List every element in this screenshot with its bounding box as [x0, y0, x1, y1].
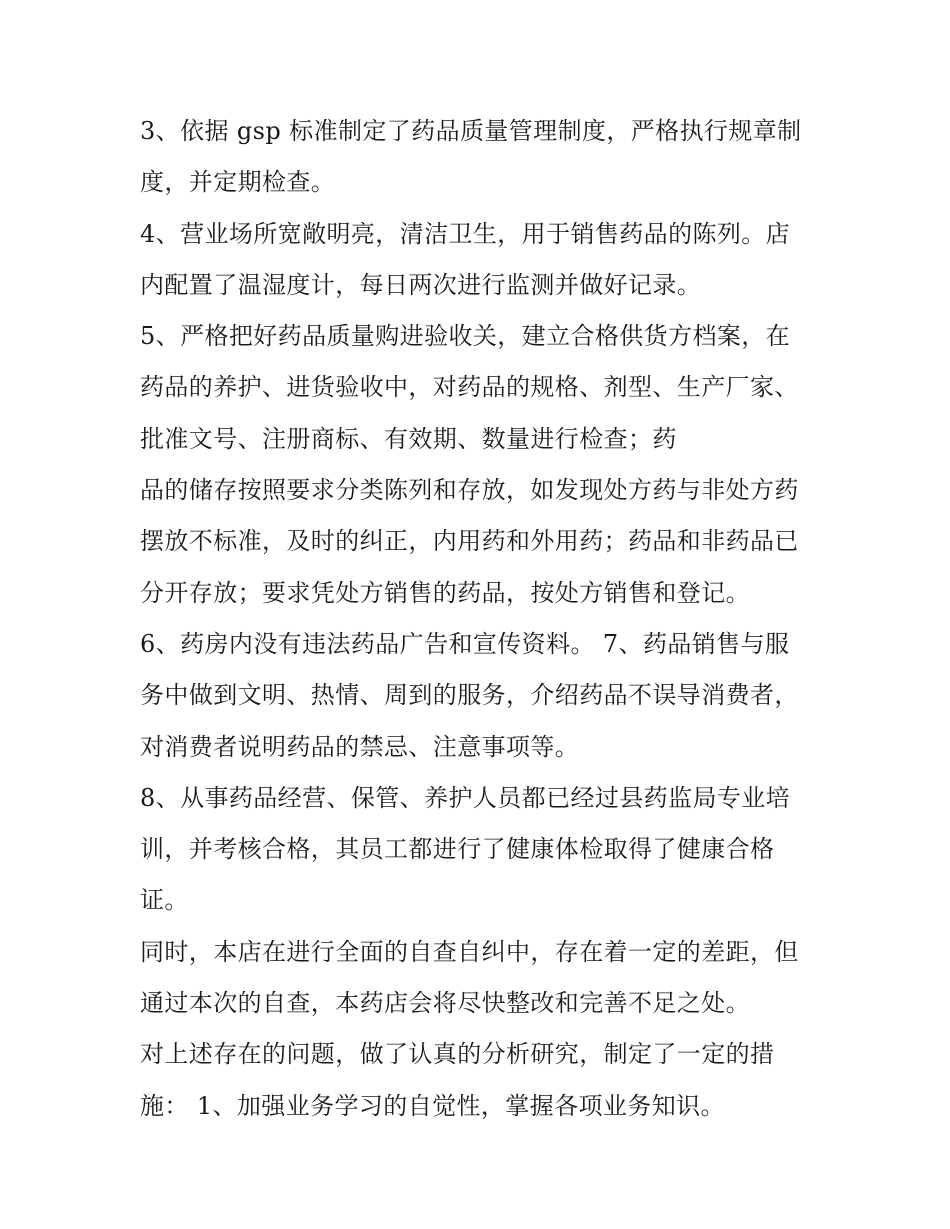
text-line: 度，并定期检查。: [140, 168, 336, 197]
text-line: 品的储存按照要求分类陈列和存放，如发现处方药与非处方药: [140, 476, 799, 505]
text-line: 3、依据 gsp 标准制定了药品质量管理制度，严格执行规章制: [140, 117, 802, 145]
text-line: 对消费者说明药品的禁忌、注意事项等。: [140, 732, 580, 761]
document-body: [140, 106, 830, 1132]
text-line: 8、从事药品经营、保管、养护人员都已经过县药监局专业培: [140, 783, 791, 812]
text-line: 同时，本店在进行全面的自查自纠中，存在着一定的差距，但: [140, 937, 799, 966]
text-line: 6、药房内没有违法药品广告和宣传资料。 7、药品销售与服: [140, 629, 790, 658]
text-line: 对上述存在的问题，做了认真的分析研究，制定了一定的措: [140, 1040, 775, 1069]
text-line: 内配置了温湿度计，每日两次进行监测并做好记录。: [140, 270, 702, 299]
text-line: 施： 1、加强业务学习的自觉性，掌握各项业务知识。: [140, 1091, 725, 1120]
text-line: 5、严格把好药品质量购进验收关，建立合格供货方档案，在: [140, 322, 791, 351]
text-line: 务中做到文明、热情、周到的服务，介绍药品不误导消费者，: [140, 681, 799, 710]
text-line: 通过本次的自查，本药店会将尽快整改和完善不足之处。: [140, 989, 750, 1018]
text-line: 训，并考核合格，其员工都进行了健康体检取得了健康合格: [140, 835, 775, 864]
text-line: 分开存放；要求凭处方销售的药品，按处方销售和登记。: [140, 578, 750, 607]
text-line: 药品的养护、进货验收中，对药品的规格、剂型、生产厂家、: [140, 373, 799, 402]
text-line: 摆放不标准，及时的纠正，内用药和外用药；药品和非药品已: [140, 527, 799, 556]
text-line: 证。: [140, 886, 189, 915]
text-line: 批准文号、注册商标、有效期、数量进行检查；药: [140, 424, 677, 453]
text-line: 4、营业场所宽敞明亮，清洁卫生，用于销售药品的陈列。店: [140, 219, 791, 248]
